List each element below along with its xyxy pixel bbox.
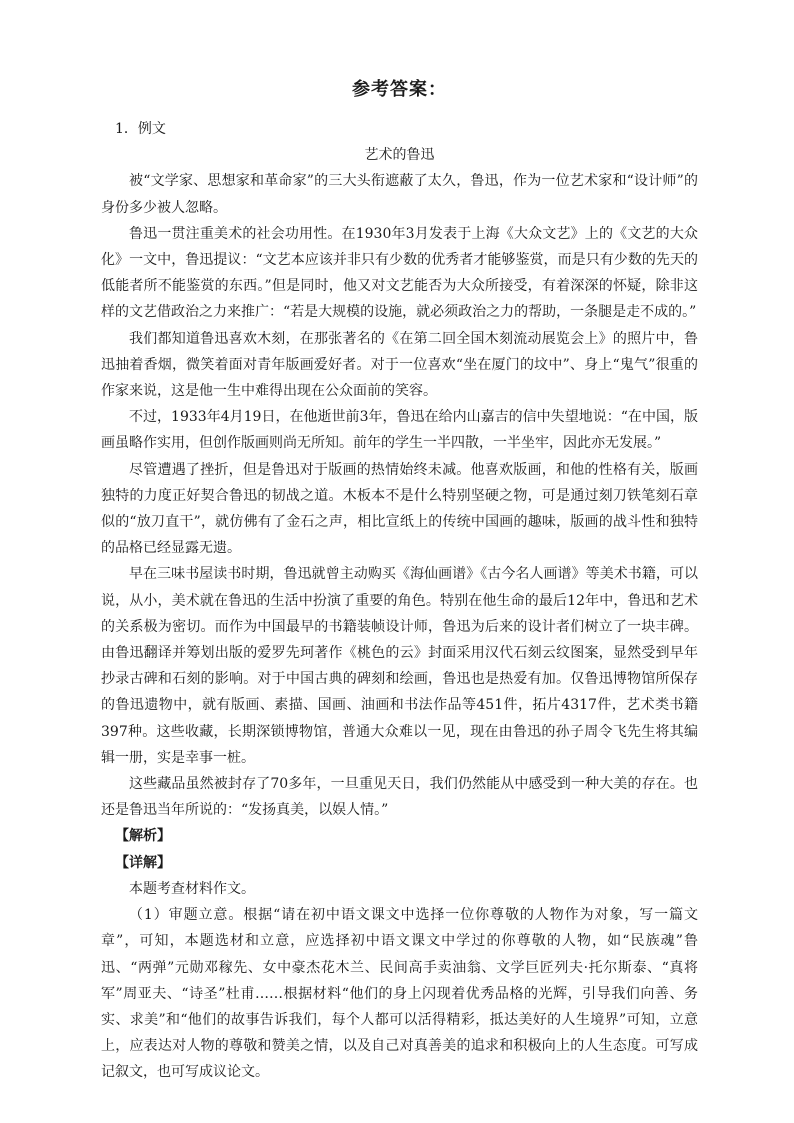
- detail-label: 【详解】: [115, 854, 171, 871]
- essay-paragraph: 这些藏品虽然被封存了70多年，一旦重见天日，我们仍然能从中感受到一种大美的存在。也还是鲁迅当年所说的：“发扬真美，以娱人情。”: [101, 776, 698, 819]
- essay-paragraph: 不过，1933年4月19日，在他逝世前3年，鲁迅在给内山嘉吉的信中失望地说：“在中国，版画虽略作实用，但创作版画则尚无所知。前年的学生一半四散，一半坐牢，因此亦无发展。”: [101, 409, 698, 452]
- essay-title: 艺术的鲁迅: [364, 147, 435, 164]
- document-page: [101, 70, 698, 1086]
- detail-paragraph: （1）审题立意。根据“请在初中语文课文中选择一位你尊敬的人物作为对象，写一篇文章”，可知，本题选材和立意，应选择初中语文课文中学过的你尊敬的人物，如“民族魂”鲁迅、“两弹”元勋邓稼先、女中豪杰花木兰、民间高手卖油翁、文学巨匠列夫·托尔斯泰、“真将军”周亚夫、“诗圣”杜甫……根据材料“他们的身上闪现着优秀品格的光辉，引导我们向善、务实、求美”和“他们的故事告诉我们，每个人都可以活得精彩，抵达美好的人生境界”可知，立意上，应表达对人物的尊敬和赞美之情，以及自己对真善美的追求和积极向上的人生态度。可写成记叙文，也可写成议论文。: [101, 907, 698, 1081]
- essay-paragraph: 我们都知道鲁迅喜欢木刻，在那张著名的《在第二回全国木刻流动展览会上》的照片中，鲁迅抽着香烟，微笑着面对青年版画爱好者。对于一位喜欢“坐在厦门的坟中”、身上“鬼气”很重的作家来说，这是他一生中难得出现在公众面前的笑容。: [101, 330, 698, 400]
- analysis-label: 【解析】: [115, 828, 171, 845]
- detail-intro: 本题考查材料作文。: [129, 880, 255, 897]
- essay-paragraph: 被“文学家、思想家和革命家”的三大头衔遮蔽了太久，鲁迅，作为一位艺术家和“设计师”的身份多少被人忽略。: [101, 173, 698, 216]
- page-title: 参考答案：: [352, 79, 447, 100]
- item-label: 1．例文: [115, 121, 166, 137]
- essay-paragraph: 早在三味书屋读书时期，鲁迅就曾主动购买《海仙画谱》《古今名人画谱》等美术书籍，可以说，从小，美术就在鲁迅的生活中扮演了重要的角色。特别在他生命的最后12年中，鲁迅和艺术的关系极为密切。而作为中国最早的书籍装帧设计师，鲁迅为后来的设计者们树立了一块丰碑。由鲁迅翻译并筹划出版的爱罗先珂著作《桃色的云》封面采用汉代石刻云纹图案，显然受到早年抄录古碑和石刻的影响。对于中国古典的碑刻和绘画，鲁迅也是热爱有加。仅鲁迅博物馆所保存的鲁迅遗物中，就有版画、素描、国画、油画和书法作品等451件，拓片4317件，艺术类书籍397种。这些收藏，长期深锁博物馆，普通大众难以一见，现在由鲁迅的孙子周令飞先生将其编辑一册，实是幸事一桩。: [101, 566, 698, 766]
- essay-paragraph: 鲁迅一贯注重美术的社会功用性。在1930年3月发表于上海《大众文艺》上的《文艺的大众化》一文中，鲁迅提议：“文艺本应该并非只有少数的优秀者才能够鉴赏，而是只有少数的先天的低能者所不能鉴赏的东西。”但是同时，他又对文艺能否为大众所接受，有着深深的怀疑，除非这样的文艺借政治之力来推广：“若是大规模的设施，就必须政治之力的帮助，一条腿是走不成的。”: [101, 225, 698, 321]
- essay-paragraph: 尽管遭遇了挫折，但是鲁迅对于版画的热情始终未减。他喜欢版画，和他的性格有关，版画独特的力度正好契合鲁迅的韧战之道。木板本不是什么特别坚硬之物，可是通过刻刀铁笔刻石章似的“放刀直干”，就仿佛有了金石之声，相比宣纸上的传统中国画的趣味，版画的战斗性和独特的品格已经显露无遗。: [101, 461, 698, 557]
